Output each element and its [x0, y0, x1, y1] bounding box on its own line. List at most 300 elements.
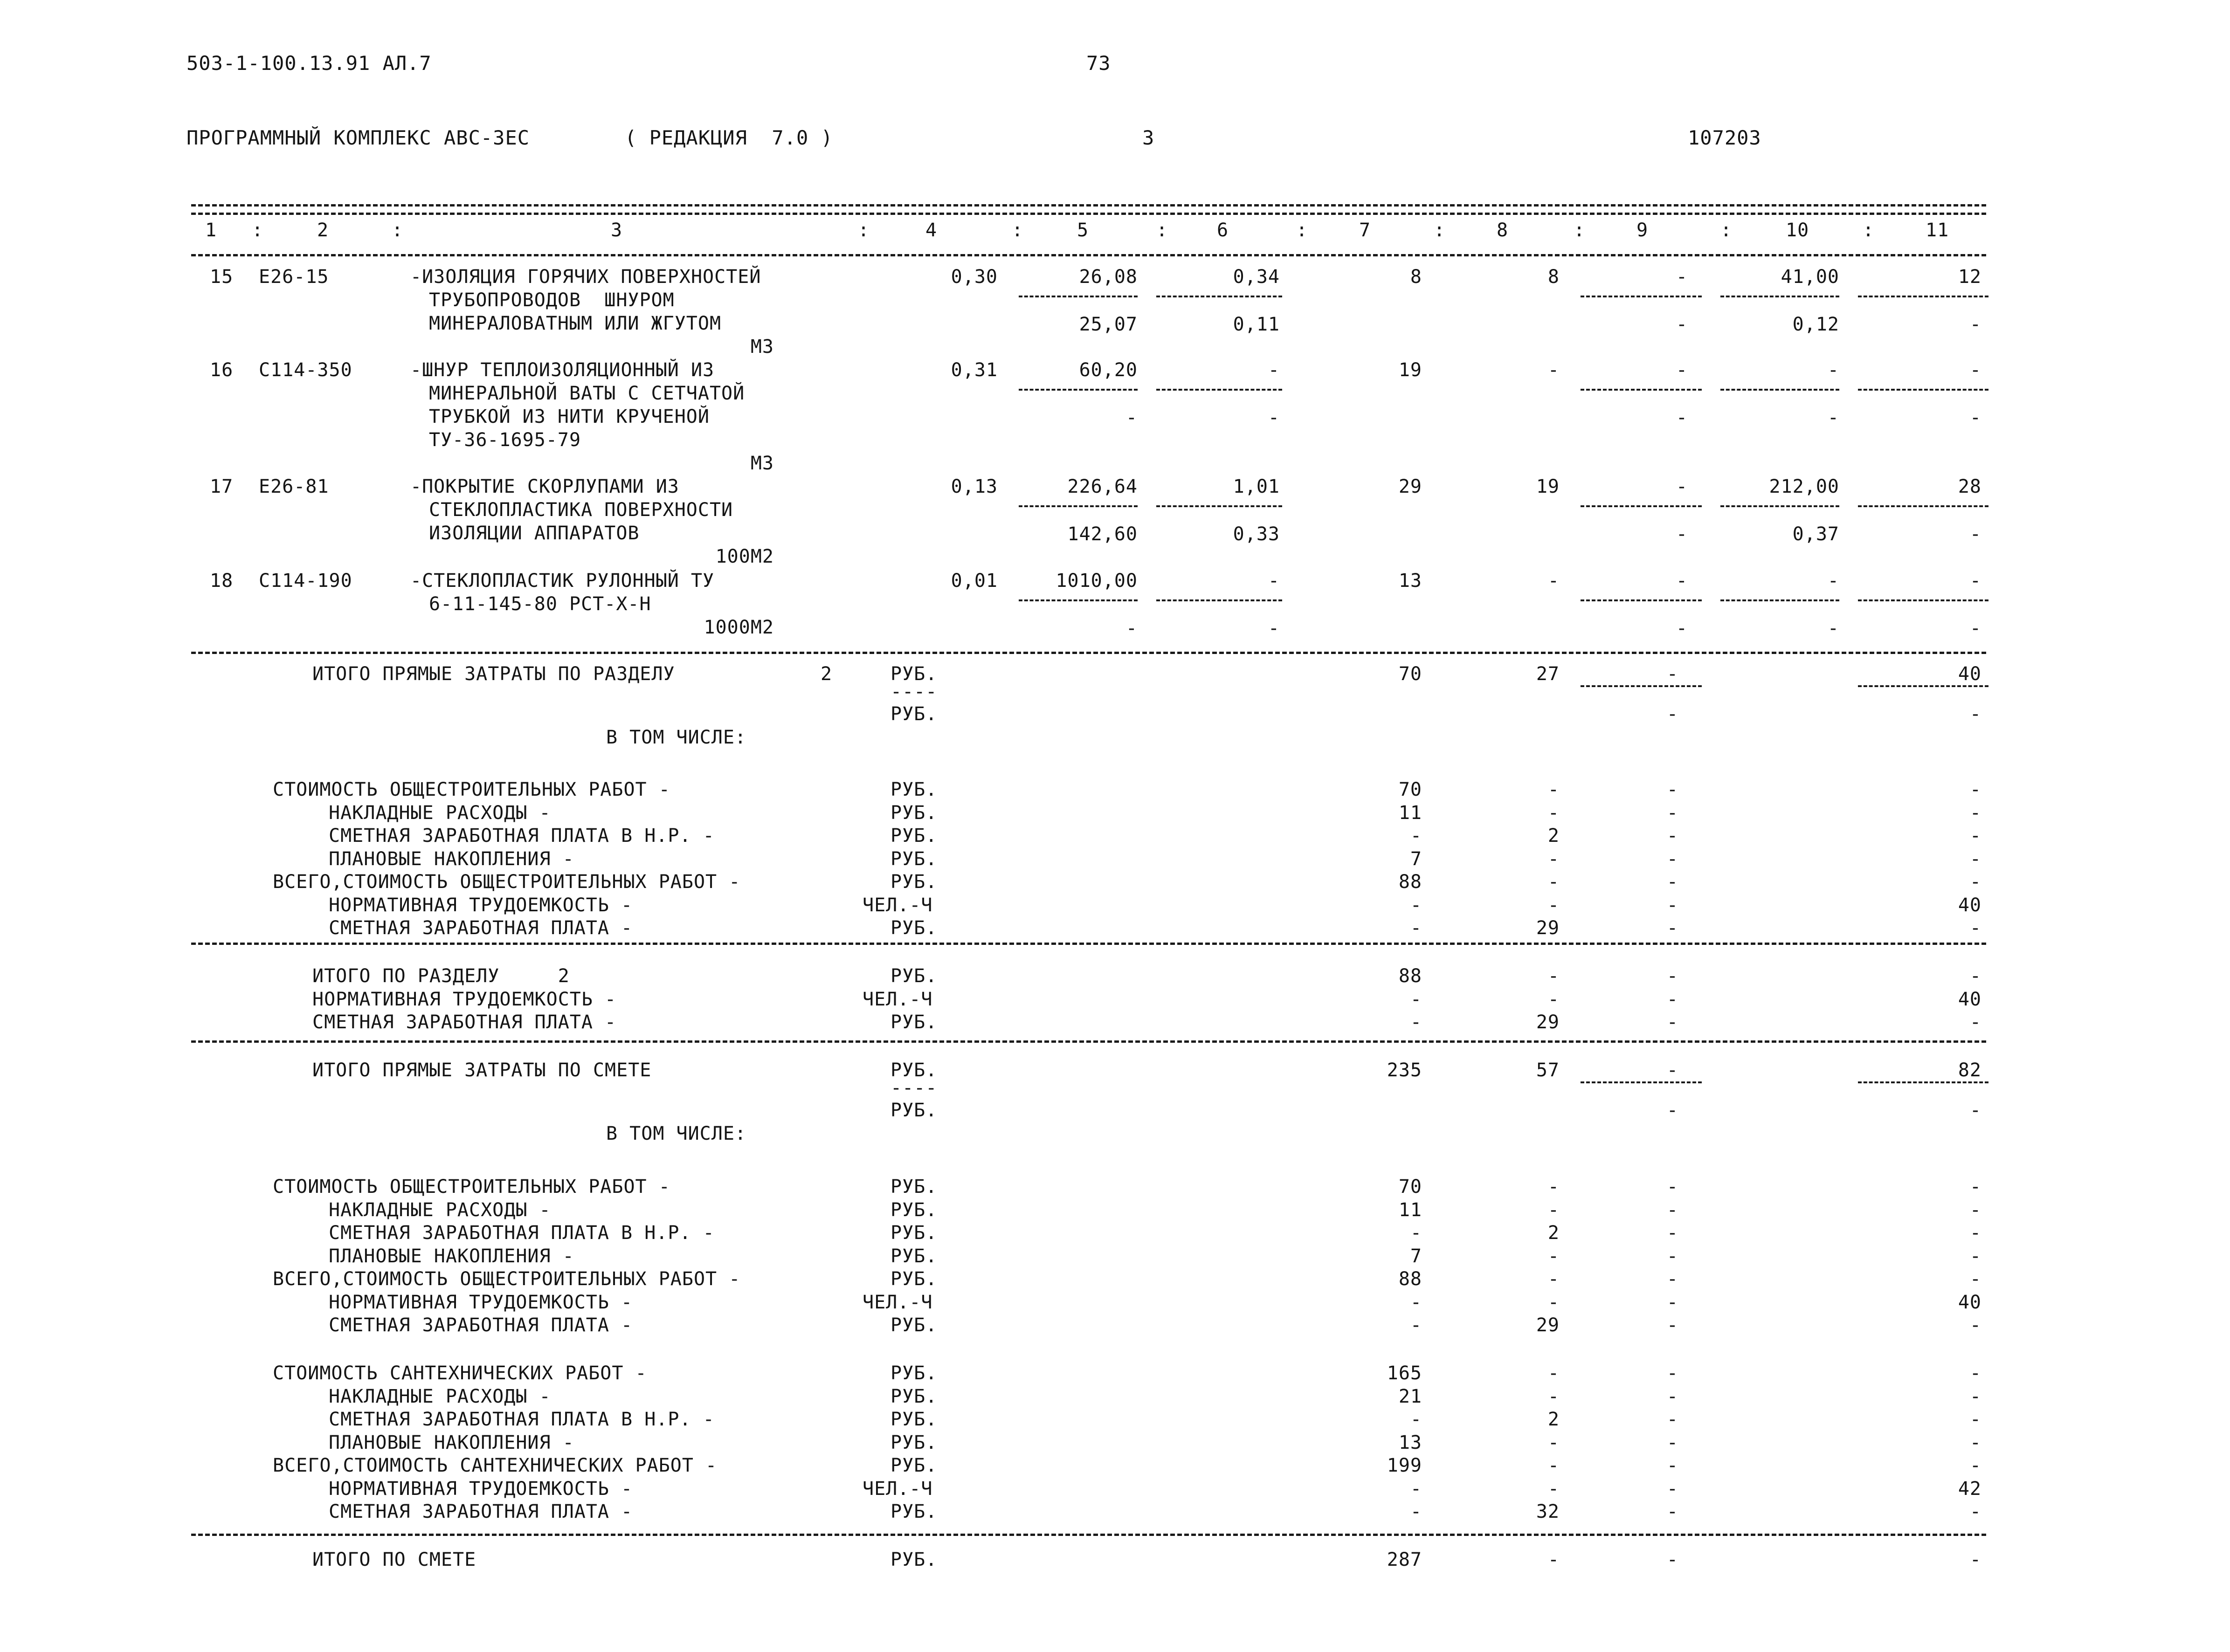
- estimate-line-col11: -: [1969, 1315, 1981, 1336]
- document-code: 503-1-100.13.91 АЛ.7: [186, 52, 432, 75]
- sanitary-line-col11: -: [1969, 1455, 1981, 1476]
- section-total-col11-second: -: [1969, 703, 1981, 725]
- section-line-col11: -: [1969, 848, 1981, 870]
- column-header-11: 11: [1926, 220, 1949, 241]
- header-rule-top-2: [191, 213, 1986, 215]
- sanitary-line-col11: -: [1969, 1432, 1981, 1453]
- item-col10-second: 0,37: [1792, 523, 1839, 545]
- item-number: 18: [210, 570, 234, 592]
- section-total-label: ИТОГО ПРЯМЫЕ ЗАТРАТЫ ПО РАЗДЕЛУ: [312, 663, 675, 685]
- section-line-label: СМЕТНАЯ ЗАРАБОТНАЯ ПЛАТА -: [329, 917, 633, 939]
- sanitary-line-col8: 32: [1536, 1501, 1560, 1522]
- sanitary-line-unit: РУБ.: [891, 1432, 938, 1453]
- section-line-label: СТОИМОСТЬ ОБЩЕСТРОИТЕЛЬНЫХ РАБОТ -: [273, 779, 670, 800]
- section-line-col7: 7: [1410, 848, 1422, 870]
- column-separator: :: [1296, 220, 1308, 241]
- item-col8: 19: [1536, 476, 1560, 497]
- estimate-line-label: НАКЛАДНЫЕ РАСХОДЫ -: [329, 1199, 551, 1221]
- item-subtotal-rule: [1019, 599, 1138, 601]
- item-subtotal-rule: [1858, 389, 1988, 391]
- section-sum-col11: 40: [1958, 988, 1981, 1010]
- section-line-col8: 2: [1547, 825, 1560, 847]
- item-col8: -: [1547, 570, 1560, 592]
- section-line-col9: -: [1666, 802, 1678, 824]
- grand-total-col8: -: [1547, 1549, 1560, 1570]
- section-sum-unit: ЧЕЛ.-Ч: [863, 988, 933, 1010]
- column-header-10: 10: [1786, 220, 1809, 241]
- estimate-line-col11: -: [1969, 1176, 1981, 1198]
- item-description-line: -ПОКРЫТИЕ СКОРЛУПАМИ ИЗ: [410, 476, 679, 497]
- item-subtotal-rule: [1858, 296, 1988, 297]
- document-number: 107203: [1688, 126, 1761, 149]
- estimate-total-unit2: РУБ.: [891, 1100, 938, 1121]
- item-description-line: МИНЕРАЛОВАТНЫМ ИЛИ ЖГУТОМ: [429, 313, 722, 334]
- sanitary-line-col9: -: [1666, 1501, 1678, 1522]
- section-total-col9-second: -: [1666, 703, 1678, 725]
- section-line-col11: 40: [1958, 894, 1981, 916]
- column-separator: :: [1012, 220, 1024, 241]
- sanitary-line-unit: РУБ.: [891, 1409, 938, 1430]
- grand-total-unit: РУБ.: [891, 1549, 938, 1570]
- item-col9-second: -: [1676, 314, 1688, 335]
- column-separator: :: [252, 220, 264, 241]
- column-header-3: 3: [611, 220, 623, 241]
- column-separator: :: [1574, 220, 1586, 241]
- sanitary-line-unit: РУБ.: [891, 1501, 938, 1522]
- estimate-line-col9: -: [1666, 1222, 1678, 1244]
- item-col11: -: [1969, 359, 1981, 381]
- item-description-line: -СТЕКЛОПЛАСТИК РУЛОННЫЙ ТУ: [410, 570, 715, 592]
- section-line-label: НАКЛАДНЫЕ РАСХОДЫ -: [329, 802, 551, 824]
- item-col5-second: -: [1125, 407, 1138, 428]
- section-total-col11: 40: [1958, 663, 1981, 685]
- sanitary-line-col7: -: [1410, 1478, 1422, 1500]
- section-line-col7: 70: [1398, 779, 1422, 800]
- item-unit: 100М2: [715, 546, 774, 567]
- section-sum-col11: -: [1969, 1012, 1981, 1033]
- item-col6-second: 0,11: [1233, 314, 1280, 335]
- estimate-total-col7: 235: [1387, 1060, 1422, 1081]
- section-line-col7: -: [1410, 917, 1422, 939]
- sanitary-line-col7: 199: [1387, 1455, 1422, 1476]
- section-line-col9: -: [1666, 894, 1678, 916]
- section-sum-unit: РУБ.: [891, 1012, 938, 1033]
- estimate-line-col11: -: [1969, 1222, 1981, 1244]
- sanitary-line-col8: -: [1547, 1363, 1560, 1384]
- column-separator: :: [392, 220, 404, 241]
- sanitary-line-col11: -: [1969, 1385, 1981, 1407]
- sanitary-line-label: СМЕТНАЯ ЗАРАБОТНАЯ ПЛАТА -: [329, 1501, 633, 1522]
- item-col5: 226,64: [1067, 476, 1138, 497]
- section-line-col7: 11: [1398, 802, 1422, 824]
- sanitary-line-col8: -: [1547, 1455, 1560, 1476]
- sanitary-line-col7: 165: [1387, 1363, 1422, 1384]
- estimate-line-col7: -: [1410, 1222, 1422, 1244]
- item-unit: М3: [750, 453, 774, 474]
- sanitary-line-col7: -: [1410, 1501, 1422, 1522]
- estimate-line-label: СТОИМОСТЬ ОБЩЕСТРОИТЕЛЬНЫХ РАБОТ -: [273, 1176, 670, 1198]
- estimate-line-col7: 11: [1398, 1199, 1422, 1221]
- estimate-line-col9: -: [1666, 1268, 1678, 1290]
- item-subtotal-rule: [1581, 599, 1702, 601]
- item-subtotal-rule: [1156, 296, 1282, 297]
- estimate-line-col11: -: [1969, 1268, 1981, 1290]
- sanitary-line-col8: -: [1547, 1385, 1560, 1407]
- program-edition: ( РЕДАКЦИЯ 7.0 ): [625, 126, 833, 149]
- item-col6: -: [1268, 359, 1280, 381]
- estimate-line-col11: 40: [1958, 1291, 1981, 1313]
- item-subtotal-rule: [1156, 599, 1282, 601]
- item-col9-second: -: [1676, 407, 1688, 428]
- section-total-section: 2: [821, 663, 833, 685]
- header-rule-bottom: [191, 254, 1986, 256]
- section-sum-unit: РУБ.: [891, 965, 938, 987]
- estimate-total-col11: 82: [1958, 1060, 1981, 1081]
- item-col9-second: -: [1676, 618, 1688, 639]
- section-total-dashes: ----: [891, 681, 938, 702]
- estimate-line-col8: 29: [1536, 1315, 1560, 1336]
- section-total-including: В ТОМ ЧИСЛЕ:: [606, 727, 746, 748]
- section-line-col11: -: [1969, 871, 1981, 893]
- item-col9: -: [1676, 266, 1688, 288]
- sanitary-line-col11: -: [1969, 1363, 1981, 1384]
- sanitary-line-col9: -: [1666, 1409, 1678, 1430]
- estimate-total-rule: [191, 1040, 1986, 1043]
- item-subtotal-rule: [1019, 389, 1138, 391]
- sanitary-line-label: НОРМАТИВНАЯ ТРУДОЕМКОСТЬ -: [329, 1478, 633, 1500]
- item-subtotal-rule: [1581, 505, 1702, 507]
- section-line-col9: -: [1666, 917, 1678, 939]
- sanitary-line-col9: -: [1666, 1455, 1678, 1476]
- grand-total-col7: 287: [1387, 1549, 1422, 1570]
- estimate-total-including: В ТОМ ЧИСЛЕ:: [606, 1123, 746, 1144]
- item-subtotal-rule: [1156, 505, 1282, 507]
- estimate-line-col8: -: [1547, 1199, 1560, 1221]
- item-subtotal-rule: [1581, 296, 1702, 297]
- column-header-7: 7: [1359, 220, 1371, 241]
- item-col10: 212,00: [1769, 476, 1839, 497]
- section-line-col8: -: [1547, 894, 1560, 916]
- item-quantity: 0,01: [951, 570, 998, 592]
- item-code: С114-350: [259, 359, 352, 381]
- sanitary-line-unit: РУБ.: [891, 1385, 938, 1407]
- estimate-line-unit: РУБ.: [891, 1315, 938, 1336]
- column-header-9: 9: [1636, 220, 1649, 241]
- item-description-line: МИНЕРАЛЬНОЙ ВАТЫ С СЕТЧАТОЙ: [429, 383, 745, 404]
- sanitary-line-col8: -: [1547, 1432, 1560, 1453]
- estimate-line-col7: 7: [1410, 1245, 1422, 1267]
- item-col7: 13: [1398, 570, 1422, 592]
- sanitary-line-col9: -: [1666, 1478, 1678, 1500]
- sanitary-line-col7: 21: [1398, 1385, 1422, 1407]
- estimate-line-col11: -: [1969, 1199, 1981, 1221]
- item-col6: -: [1268, 570, 1280, 592]
- item-col10-second: -: [1827, 407, 1839, 428]
- section-line-label: СМЕТНАЯ ЗАРАБОТНАЯ ПЛАТА В Н.Р. -: [329, 825, 715, 847]
- column-header-6: 6: [1217, 220, 1229, 241]
- item-subtotal-rule: [1720, 599, 1839, 601]
- section-sum-col9: -: [1666, 1012, 1678, 1033]
- item-description-line: СТЕКЛОПЛАСТИКА ПОВЕРХНОСТИ: [429, 499, 733, 521]
- sanitary-line-col7: 13: [1398, 1432, 1422, 1453]
- section-line-col9: -: [1666, 779, 1678, 800]
- estimate-line-col8: -: [1547, 1268, 1560, 1290]
- item-col10-second: 0,12: [1792, 314, 1839, 335]
- item-description-line: ИЗОЛЯЦИИ АППАРАТОВ: [429, 523, 640, 544]
- item-number: 17: [210, 476, 234, 497]
- item-col11-second: -: [1969, 523, 1981, 545]
- column-separator: :: [1720, 220, 1733, 241]
- item-col9-second: -: [1676, 523, 1688, 545]
- column-header-8: 8: [1497, 220, 1509, 241]
- item-subtotal-rule: [1720, 389, 1839, 391]
- item-col10: 41,00: [1781, 266, 1839, 288]
- estimate-total-label: ИТОГО ПРЯМЫЕ ЗАТРАТЫ ПО СМЕТЕ: [312, 1060, 652, 1081]
- estimate-line-col7: -: [1410, 1315, 1422, 1336]
- section-line-col7: -: [1410, 894, 1422, 916]
- estimate-total-col8: 57: [1536, 1060, 1560, 1081]
- sanitary-line-col11: -: [1969, 1409, 1981, 1430]
- section-sum-col7: -: [1410, 988, 1422, 1010]
- item-subtotal-rule: [1581, 389, 1702, 391]
- sanitary-line-col9: -: [1666, 1385, 1678, 1407]
- column-header-1: 1: [205, 220, 217, 241]
- estimate-line-col8: -: [1547, 1245, 1560, 1267]
- estimate-line-col7: -: [1410, 1291, 1422, 1313]
- item-description-line: ТУ-36-1695-79: [429, 429, 581, 451]
- estimate-line-unit: ЧЕЛ.-Ч: [863, 1291, 933, 1313]
- sanitary-line-col8: 2: [1547, 1409, 1560, 1430]
- estimate-total-col11-second: -: [1969, 1100, 1981, 1121]
- section-total-unit: РУБ.: [891, 663, 938, 685]
- program-name: ПРОГРАММНЫЙ КОМПЛЕКС АВС-3ЕС: [186, 126, 530, 149]
- item-col11: -: [1969, 570, 1981, 592]
- estimate-line-col8: -: [1547, 1176, 1560, 1198]
- section-line-col8: 29: [1536, 917, 1560, 939]
- item-col5: 1010,00: [1056, 570, 1138, 592]
- section-line-col11: -: [1969, 779, 1981, 800]
- section-line-unit: РУБ.: [891, 871, 938, 893]
- item-quantity: 0,31: [951, 359, 998, 381]
- section-sum-col8: 29: [1536, 1012, 1560, 1033]
- page-number: 73: [1086, 52, 1111, 75]
- item-col5-second: 142,60: [1067, 523, 1138, 545]
- item-description-line: -ШНУР ТЕПЛОИЗОЛЯЦИОННЫЙ ИЗ: [410, 359, 715, 381]
- column-separator: :: [1434, 220, 1446, 241]
- item-col5: 60,20: [1079, 359, 1138, 381]
- item-col5-second: -: [1125, 618, 1138, 639]
- sanitary-line-unit: РУБ.: [891, 1455, 938, 1476]
- section-sum-label: НОРМАТИВНАЯ ТРУДОЕМКОСТЬ -: [312, 988, 617, 1010]
- estimate-line-label: СМЕТНАЯ ЗАРАБОТНАЯ ПЛАТА -: [329, 1315, 633, 1336]
- item-col10-second: -: [1827, 618, 1839, 639]
- item-subtotal-rule: [1019, 296, 1138, 297]
- section-total-col8: 27: [1536, 663, 1560, 685]
- section-line-col9: -: [1666, 871, 1678, 893]
- estimate-line-col7: 70: [1398, 1176, 1422, 1198]
- item-code: Е26-81: [259, 476, 329, 497]
- estimate-line-unit: РУБ.: [891, 1199, 938, 1221]
- item-col5-second: 25,07: [1079, 314, 1138, 335]
- item-subtotal-rule: [1720, 296, 1839, 297]
- item-code: Е26-15: [259, 266, 329, 288]
- section-line-unit: РУБ.: [891, 917, 938, 939]
- section-sum-col7: 88: [1398, 965, 1422, 987]
- estimate-total-rule: [1858, 1081, 1988, 1083]
- section-line-unit: РУБ.: [891, 802, 938, 824]
- item-number: 15: [210, 266, 234, 288]
- item-col9: -: [1676, 570, 1688, 592]
- section-total-rule: [1858, 685, 1988, 687]
- item-col7: 19: [1398, 359, 1422, 381]
- item-col8: -: [1547, 359, 1560, 381]
- estimate-line-label: ВСЕГО,СТОИМОСТЬ ОБЩЕСТРОИТЕЛЬНЫХ РАБОТ -: [273, 1268, 741, 1290]
- section-line-label: НОРМАТИВНАЯ ТРУДОЕМКОСТЬ -: [329, 894, 633, 916]
- item-col5: 26,08: [1079, 266, 1138, 288]
- section-number: 3: [1142, 126, 1155, 149]
- section-line-col11: -: [1969, 917, 1981, 939]
- item-quantity: 0,13: [951, 476, 998, 497]
- item-subtotal-rule: [1019, 505, 1138, 507]
- estimate-line-label: НОРМАТИВНАЯ ТРУДОЕМКОСТЬ -: [329, 1291, 633, 1313]
- section-line-label: ПЛАНОВЫЕ НАКОПЛЕНИЯ -: [329, 848, 574, 870]
- column-separator: :: [1863, 220, 1875, 241]
- section-line-col11: -: [1969, 825, 1981, 847]
- section-sum-label: ИТОГО ПО РАЗДЕЛУ 2: [312, 965, 570, 987]
- section-line-col7: 88: [1398, 871, 1422, 893]
- estimate-total-dashes: ----: [891, 1077, 938, 1099]
- sanitary-line-col11: -: [1969, 1501, 1981, 1522]
- estimate-line-col8: -: [1547, 1291, 1560, 1313]
- grand-total-rule: [191, 1534, 1986, 1536]
- item-col9: -: [1676, 476, 1688, 497]
- estimate-line-unit: РУБ.: [891, 1176, 938, 1198]
- section-sum-rule: [191, 943, 1986, 945]
- sanitary-line-label: НАКЛАДНЫЕ РАСХОДЫ -: [329, 1385, 551, 1407]
- estimate-line-col7: 88: [1398, 1268, 1422, 1290]
- item-quantity: 0,30: [951, 266, 998, 288]
- sanitary-line-label: ПЛАНОВЫЕ НАКОПЛЕНИЯ -: [329, 1432, 574, 1453]
- item-description-line: ТРУБОПРОВОДОВ ШНУРОМ: [429, 289, 675, 311]
- estimate-total-col9: -: [1666, 1060, 1678, 1081]
- item-description-line: -ИЗОЛЯЦИЯ ГОРЯЧИХ ПОВЕРХНОСТЕЙ: [410, 266, 761, 288]
- item-col11-second: -: [1969, 618, 1981, 639]
- sanitary-line-col9: -: [1666, 1432, 1678, 1453]
- section-sum-col8: -: [1547, 988, 1560, 1010]
- section-sum-col8: -: [1547, 965, 1560, 987]
- section-total-col9: -: [1666, 663, 1678, 685]
- estimate-line-unit: РУБ.: [891, 1245, 938, 1267]
- section-line-col8: -: [1547, 779, 1560, 800]
- section-line-unit: РУБ.: [891, 825, 938, 847]
- item-number: 16: [210, 359, 234, 381]
- item-col7: 8: [1410, 266, 1422, 288]
- section-line-unit: РУБ.: [891, 779, 938, 800]
- column-header-4: 4: [925, 220, 938, 241]
- item-subtotal-rule: [1858, 599, 1988, 601]
- section-total-col7: 70: [1398, 663, 1422, 685]
- item-description-line: 6-11-145-80 РСТ-Х-Н: [429, 593, 651, 615]
- column-header-2: 2: [317, 220, 329, 241]
- section-sum-col11: -: [1969, 965, 1981, 987]
- item-subtotal-rule: [1858, 505, 1988, 507]
- item-description-line: ТРУБКОЙ ИЗ НИТИ КРУЧЕНОЙ: [429, 406, 710, 427]
- sanitary-line-label: ВСЕГО,СТОИМОСТЬ САНТЕХНИЧЕСКИХ РАБОТ -: [273, 1455, 718, 1476]
- item-code: С114-190: [259, 570, 352, 592]
- item-col10: -: [1827, 359, 1839, 381]
- item-subtotal-rule: [1156, 389, 1282, 391]
- section-line-unit: ЧЕЛ.-Ч: [863, 894, 933, 916]
- item-col6: 1,01: [1233, 476, 1280, 497]
- section-line-col8: -: [1547, 871, 1560, 893]
- sanitary-line-label: СМЕТНАЯ ЗАРАБОТНАЯ ПЛАТА В Н.Р. -: [329, 1409, 715, 1430]
- sanitary-line-col8: -: [1547, 1478, 1560, 1500]
- sanitary-line-col11: 42: [1958, 1478, 1981, 1500]
- estimate-line-label: СМЕТНАЯ ЗАРАБОТНАЯ ПЛАТА В Н.Р. -: [329, 1222, 715, 1244]
- grand-total-col9: -: [1666, 1549, 1678, 1570]
- section-total-rule: [191, 652, 1986, 654]
- grand-total-label: ИТОГО ПО СМЕТЕ: [312, 1549, 476, 1570]
- estimate-line-unit: РУБ.: [891, 1222, 938, 1244]
- section-sum-col9: -: [1666, 965, 1678, 987]
- grand-total-col11: -: [1969, 1549, 1981, 1570]
- section-total-unit2: РУБ.: [891, 703, 938, 725]
- item-col6: 0,34: [1233, 266, 1280, 288]
- estimate-total-col9-second: -: [1666, 1100, 1678, 1121]
- column-separator: :: [1156, 220, 1168, 241]
- column-header-5: 5: [1077, 220, 1089, 241]
- estimate-total-unit: РУБ.: [891, 1060, 938, 1081]
- section-sum-col7: -: [1410, 1012, 1422, 1033]
- estimate-line-unit: РУБ.: [891, 1268, 938, 1290]
- section-line-label: ВСЕГО,СТОИМОСТЬ ОБЩЕСТРОИТЕЛЬНЫХ РАБОТ -: [273, 871, 741, 893]
- sanitary-line-label: СТОИМОСТЬ САНТЕХНИЧЕСКИХ РАБОТ -: [273, 1363, 647, 1384]
- item-unit: 1000М2: [704, 617, 774, 638]
- item-col9: -: [1676, 359, 1688, 381]
- estimate-line-col8: 2: [1547, 1222, 1560, 1244]
- section-sum-col9: -: [1666, 988, 1678, 1010]
- item-col6-second: 0,33: [1233, 523, 1280, 545]
- estimate-line-col9: -: [1666, 1291, 1678, 1313]
- section-line-unit: РУБ.: [891, 848, 938, 870]
- estimate-line-label: ПЛАНОВЫЕ НАКОПЛЕНИЯ -: [329, 1245, 574, 1267]
- item-col11-second: -: [1969, 407, 1981, 428]
- item-col8: 8: [1547, 266, 1560, 288]
- item-col6-second: -: [1268, 407, 1280, 428]
- header-rule-top: [191, 204, 1986, 206]
- estimate-total-rule: [1581, 1081, 1702, 1083]
- section-line-col9: -: [1666, 848, 1678, 870]
- estimate-line-col9: -: [1666, 1315, 1678, 1336]
- estimate-line-col11: -: [1969, 1245, 1981, 1267]
- sanitary-line-col7: -: [1410, 1409, 1422, 1430]
- estimate-line-col9: -: [1666, 1199, 1678, 1221]
- section-line-col9: -: [1666, 825, 1678, 847]
- item-col6-second: -: [1268, 618, 1280, 639]
- section-total-rule: [1581, 685, 1702, 687]
- section-line-col8: -: [1547, 802, 1560, 824]
- item-col7: 29: [1398, 476, 1422, 497]
- section-line-col7: -: [1410, 825, 1422, 847]
- estimate-line-col9: -: [1666, 1245, 1678, 1267]
- item-col11-second: -: [1969, 314, 1981, 335]
- item-col10: -: [1827, 570, 1839, 592]
- sanitary-line-unit: РУБ.: [891, 1363, 938, 1384]
- item-unit: М3: [750, 336, 774, 358]
- sanitary-line-unit: ЧЕЛ.-Ч: [863, 1478, 933, 1500]
- item-col11: 12: [1958, 266, 1981, 288]
- item-col11: 28: [1958, 476, 1981, 497]
